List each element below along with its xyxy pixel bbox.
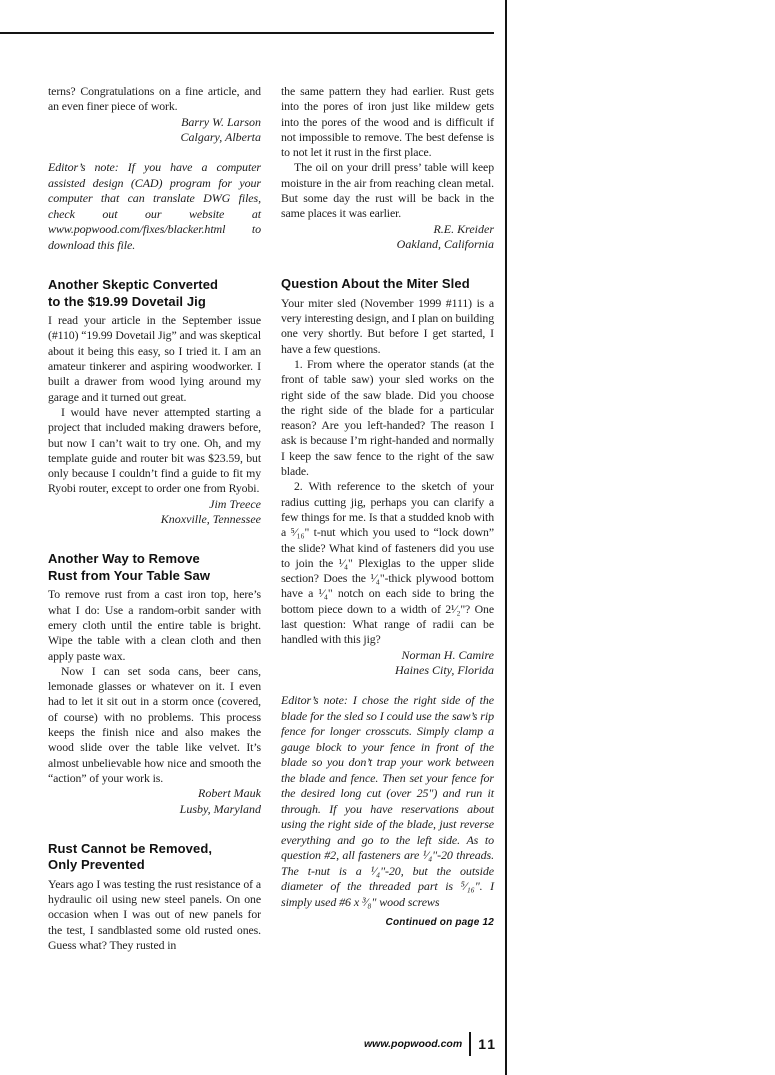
letter-paragraph: I would have never attempted starting a project that included making drawers before, but now I can’t wait to try one. Oh, and my template guide and router bit was $23.59, but only because I couldn’t find a guide to fit my Ryobi router, except to order one from Ryobi. <box>48 404 261 496</box>
continued-on-page: Continued on page 12 <box>385 917 494 929</box>
letter-paragraph: terns? Congratulations on a fine article, and an even finer piece of work. <box>48 84 261 114</box>
letter-signature-line: Calgary, Alberta <box>180 129 261 144</box>
letter-signature-line: Lusby, Maryland <box>179 801 261 816</box>
top-rule-divider <box>0 32 494 34</box>
letter-signature <box>48 786 261 817</box>
letter-paragraph: 2. With reference to the sketch of your radius cutting jig, perhaps you can clarify a few things for me. Is that a studded knob with a ⁵⁄₁₆" t-nut which you used to “lock down” the slide? What kind of fasteners did you use to join the ¹⁄₄" Plexiglas to the upper slide section? Does the ¹⁄₄"-thick plywood bottom have a ¹⁄₄" notch on each side to bring the bottom piece down to a width of 2¹⁄₂"? One last question: What range of radii can be handled with this jig? <box>281 479 494 647</box>
footer-divider <box>469 1032 471 1056</box>
letter-signature-line: Oakland, California <box>396 236 494 251</box>
page-edge-rule <box>505 0 507 1075</box>
section-heading-line: Rust from Your Table Saw <box>48 567 211 583</box>
letter-paragraph: Years ago I was testing the rust resistance of a hydraulic oil using new steel panels. On one occasion when I was out of new panels for the test, I sandblasted some old rusted ones. Guess what? They rusted in <box>48 876 261 952</box>
section-heading-line: Only Prevented <box>48 857 145 873</box>
letter-signature-line: Knoxville, Tennessee <box>160 512 261 527</box>
section-heading-line: Another Way to Remove <box>48 551 200 567</box>
column-left <box>48 84 261 953</box>
letter-paragraph: the same pattern they had earlier. Rust gets into the pores of iron just like mildew gets into the pores of the wood and is difficult if not impossible to remove. The best defense is to not let it rust in the first place. <box>281 84 494 160</box>
letter-paragraph: To remove rust from a cast iron top, here’s what I do: Use a random-orbit sander with emery cloth until the entire table is bright. Wipe the table with a clean cloth and then apply paste wax. <box>48 587 261 663</box>
letter-paragraph: 1. From where the operator stands (at the front of table saw) your sled works on the right side of the saw blade. Did you choose the right side of the blade for a particular reason? Are you left-handed? The reason I ask is because I’m right-handed and normally I keep the saw fence to the right of the saw blade. <box>281 356 494 479</box>
section-heading <box>48 277 261 310</box>
letter-signature <box>48 115 261 146</box>
page-body <box>48 84 494 953</box>
section-heading <box>281 276 494 293</box>
letter-signature-line: Jim Treece <box>209 496 261 511</box>
letter-paragraph: The oil on your drill press’ table will keep moisture in the air from reaching clean metal. But some day the rust will be back in the same places it was earlier. <box>281 160 494 221</box>
section-heading <box>48 841 261 874</box>
letter-signature-line: Haines City, Florida <box>395 662 494 677</box>
section-heading-line: Question About the Miter Sled <box>281 276 470 292</box>
section-heading-line: Another Skeptic Converted <box>48 277 219 293</box>
letter-signature-line: Norman H. Camire <box>401 647 494 662</box>
editors-note: Editor’s note: If you have a computer assisted design (CAD) program for your computer that can translate DWG files, check out our website at www.popwood.com/fixes/blacker.html to download this file. <box>48 160 261 252</box>
editors-note: Editor’s note: I chose the right side of the blade for the sled so I could use the saw’s rip fence for longer crosscuts. Simply clamp a gauge block to your fence in front of the blade so you don’t trap your work between the blade and fence. Then set your fence for the desired long cut (over 25") and run it through. If you have reservations about using the right side of the blade, just reverse everything and go to the left side. As to question #2, all fasteners are ¹⁄₄"-20 threads. The t-nut is a ¹⁄₄"-20, but the outside diameter of the threaded part is ⁵⁄₁₆". I simply used #6 x ³⁄₈" wood screws <box>281 693 494 909</box>
column-right <box>281 84 494 953</box>
letter-paragraph: Your miter sled (November 1999 #111) is a very interesting design, and I plan on building one very shortly. But before I get started, I have a few questions. <box>281 295 494 356</box>
section-heading-line: to the $19.99 Dovetail Jig <box>48 293 206 309</box>
footer-website-url: www.popwood.com <box>364 1038 463 1050</box>
letter-signature-line: Robert Mauk <box>198 786 261 801</box>
letter-signature <box>281 648 494 679</box>
section-heading <box>48 551 261 584</box>
letter-signature <box>48 497 261 528</box>
letter-signature-line: R.E. Kreider <box>433 221 494 236</box>
page-number: 11 <box>478 1036 497 1052</box>
letter-paragraph: I read your article in the September issue (#110) “19.99 Dovetail Jig” and was skeptical about it being this easy, so I tried it. I am an amateur tinkerer and aspiring woodworker. I built a drawer from wood lying around my garage and it turned out great. <box>48 313 261 404</box>
page-footer <box>364 1032 497 1056</box>
letter-signature-line: Barry W. Larson <box>181 114 261 129</box>
letter-paragraph: Now I can set soda cans, beer cans, lemonade glasses or whatever on it. I even had to let it sit out in a storm once (covered, of course) with no problems. This process keeps the finish nice and also makes the wood slide over the table like velvet. It’s almost unbelievable how nice and smooth the “action” of your work is. <box>48 663 261 785</box>
letter-signature <box>281 222 494 253</box>
section-heading-line: Rust Cannot be Removed, <box>48 840 213 856</box>
